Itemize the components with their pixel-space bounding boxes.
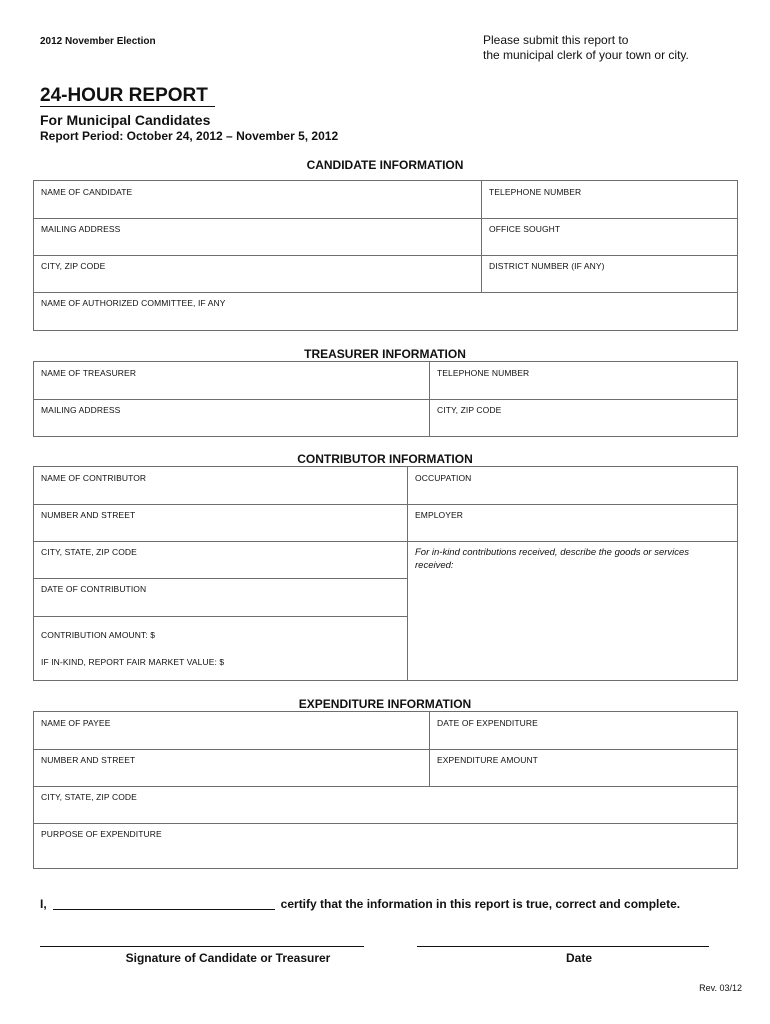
treasurer-info-box [33, 361, 738, 437]
certifier-name-blank[interactable] [53, 897, 275, 910]
fair-market-value-field[interactable]: IF IN-KIND, REPORT FAIR MARKET VALUE: $ [41, 657, 225, 667]
expenditure-section-heading: EXPENDITURE INFORMATION [298, 697, 472, 711]
divider [34, 255, 737, 256]
submit-line-2: the municipal clerk of your town or city. [483, 48, 689, 62]
divider [34, 292, 737, 293]
occupation-field[interactable]: OCCUPATION [415, 473, 472, 483]
treasurer-city-zip-field[interactable]: CITY, ZIP CODE [437, 405, 502, 415]
expenditure-purpose-field[interactable]: PURPOSE OF EXPENDITURE [41, 829, 162, 839]
expenditure-info-box [33, 711, 738, 869]
divider [34, 541, 737, 542]
contributor-info-box [33, 466, 738, 681]
payee-street-field[interactable]: NUMBER AND STREET [41, 755, 136, 765]
certification-text: certify that the information in this report is true, correct and complete. [280, 897, 681, 911]
divider [34, 616, 407, 617]
signature-label: Signature of Candidate or Treasurer [125, 951, 331, 965]
contributor-street-field[interactable]: NUMBER AND STREET [41, 510, 136, 520]
revision-label: Rev. 03/12 [699, 983, 742, 993]
contribution-amount-field[interactable]: CONTRIBUTION AMOUNT: $ [41, 630, 156, 640]
divider [34, 578, 407, 579]
expenditure-date-field[interactable]: DATE OF EXPENDITURE [437, 718, 538, 728]
payee-name-field[interactable]: NAME OF PAYEE [41, 718, 111, 728]
election-label: 2012 November Election [40, 36, 156, 47]
date-line[interactable] [417, 946, 709, 947]
signature-line[interactable] [40, 946, 364, 947]
treasurer-section-heading: TREASURER INFORMATION [304, 347, 466, 361]
district-number-field[interactable]: DISTRICT NUMBER (IF ANY) [489, 261, 605, 271]
report-subtitle: For Municipal Candidates [40, 112, 211, 128]
candidate-telephone-field[interactable]: TELEPHONE NUMBER [489, 187, 582, 197]
submit-line-1: Please submit this report to [483, 33, 629, 47]
office-sought-field[interactable]: OFFICE SOUGHT [489, 224, 561, 234]
contribution-date-field[interactable]: DATE OF CONTRIBUTION [41, 584, 147, 594]
expenditure-amount-field[interactable]: EXPENDITURE AMOUNT [437, 755, 538, 765]
contributor-section-heading: CONTRIBUTOR INFORMATION [297, 452, 473, 466]
certification-prefix: I, [40, 897, 47, 911]
contributor-city-state-zip-field[interactable]: CITY, STATE, ZIP CODE [41, 547, 137, 557]
candidate-city-zip-field[interactable]: CITY, ZIP CODE [41, 261, 106, 271]
employer-field[interactable]: EMPLOYER [415, 510, 464, 520]
divider [429, 712, 430, 786]
treasurer-telephone-field[interactable]: TELEPHONE NUMBER [437, 368, 530, 378]
submit-instructions [483, 33, 743, 63]
divider [407, 467, 408, 680]
divider [429, 362, 430, 436]
divider [34, 218, 737, 219]
date-label: Date [565, 951, 592, 965]
divider [34, 504, 737, 505]
certification-statement [40, 897, 680, 911]
divider [34, 399, 737, 400]
candidate-name-field[interactable]: NAME OF CANDIDATE [41, 187, 133, 197]
divider [34, 823, 737, 824]
authorized-committee-field[interactable]: NAME OF AUTHORIZED COMMITTEE, IF ANY [41, 298, 226, 308]
candidate-section-heading: CANDIDATE INFORMATION [306, 158, 464, 172]
treasurer-name-field[interactable]: NAME OF TREASURER [41, 368, 137, 378]
payee-city-state-zip-field[interactable]: CITY, STATE, ZIP CODE [41, 792, 137, 802]
divider [34, 749, 737, 750]
report-period: Report Period: October 24, 2012 – November 5, 2012 [40, 129, 339, 143]
divider [481, 181, 482, 292]
report-title: 24-HOUR REPORT [40, 85, 208, 106]
treasurer-mailing-address-field[interactable]: MAILING ADDRESS [41, 405, 121, 415]
candidate-mailing-address-field[interactable]: MAILING ADDRESS [41, 224, 121, 234]
inkind-description-field[interactable]: For in-kind contributions received, describe the goods or services received: [415, 547, 690, 571]
candidate-info-box [33, 180, 738, 331]
title-underline [40, 106, 215, 107]
contributor-name-field[interactable]: NAME OF CONTRIBUTOR [41, 473, 147, 483]
divider [34, 786, 737, 787]
